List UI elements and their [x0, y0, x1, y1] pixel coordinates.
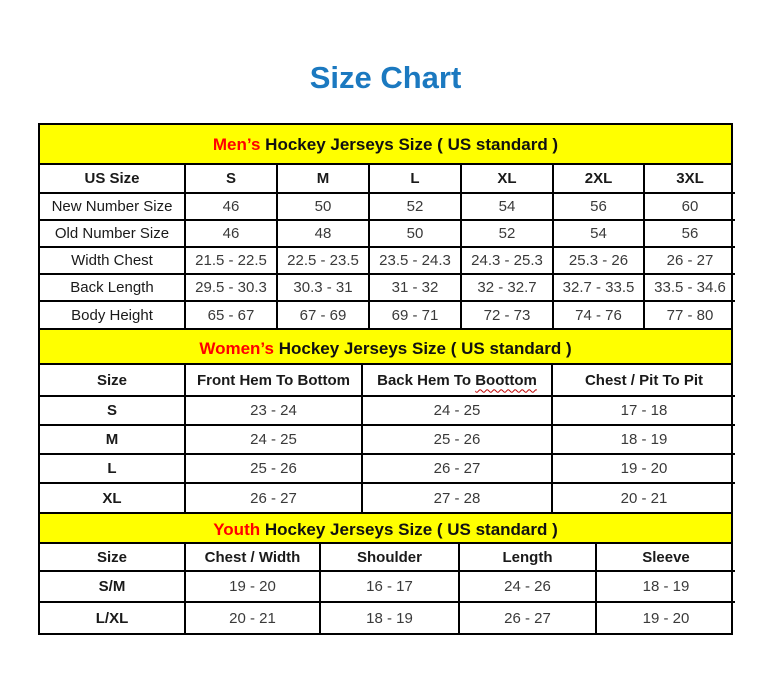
- size-cell: 25.3 - 26: [553, 247, 644, 274]
- mens-section-banner: [40, 125, 731, 165]
- column-header-length: Length: [459, 544, 596, 571]
- size-cell: 25 - 26: [362, 425, 552, 454]
- table-row-youth-lxl: [40, 602, 735, 633]
- column-header-l: L: [369, 165, 461, 193]
- size-cell: 24 - 25: [362, 396, 552, 425]
- size-cell: 52: [461, 220, 553, 247]
- table-row-womens-l: [40, 454, 735, 483]
- size-cell: 65 - 67: [185, 301, 277, 328]
- row-label: Old Number Size: [40, 220, 185, 247]
- misspelled-word: Boottom: [475, 371, 537, 389]
- table-row-womens-m: [40, 425, 735, 454]
- size-cell: 24.3 - 25.3: [461, 247, 553, 274]
- womens-banner-text: Hockey Jerseys Size ( US standard ): [278, 339, 572, 358]
- size-cell: 29.5 - 30.3: [185, 274, 277, 301]
- youth-header-row: [40, 544, 735, 571]
- womens-section-banner: [40, 328, 731, 365]
- table-row-back-length: [40, 274, 735, 301]
- youth-banner-highlight: Youth: [213, 520, 261, 539]
- size-cell: 67 - 69: [277, 301, 369, 328]
- size-cell: 18 - 19: [552, 425, 735, 454]
- column-header-back-hem: [362, 365, 552, 396]
- row-label: S/M: [40, 571, 185, 602]
- size-cell: 74 - 76: [553, 301, 644, 328]
- column-header-size: Size: [40, 365, 185, 396]
- row-label: Width Chest: [40, 247, 185, 274]
- size-cell: 27 - 28: [362, 483, 552, 512]
- size-cell: 19 - 20: [552, 454, 735, 483]
- table-row-body-height: [40, 301, 735, 328]
- size-cell: 52: [369, 193, 461, 220]
- size-cell: 60: [644, 193, 735, 220]
- table-row-new-number-size: [40, 193, 735, 220]
- size-cell: 54: [553, 220, 644, 247]
- size-cell: 69 - 71: [369, 301, 461, 328]
- size-cell: 50: [369, 220, 461, 247]
- size-cell: 54: [461, 193, 553, 220]
- size-cell: 23.5 - 24.3: [369, 247, 461, 274]
- size-cell: 32 - 32.7: [461, 274, 553, 301]
- size-cell: 32.7 - 33.5: [553, 274, 644, 301]
- column-header-s: S: [185, 165, 277, 193]
- row-label: L/XL: [40, 602, 185, 633]
- column-header-2xl: 2XL: [553, 165, 644, 193]
- size-cell: 46: [185, 220, 277, 247]
- size-cell: 18 - 19: [320, 602, 459, 633]
- size-cell: 19 - 20: [185, 571, 320, 602]
- womens-header-row: [40, 365, 735, 396]
- size-cell: 24 - 25: [185, 425, 362, 454]
- size-chart-container: [38, 123, 733, 635]
- row-label: Body Height: [40, 301, 185, 328]
- size-cell: 26 - 27: [362, 454, 552, 483]
- row-label: S: [40, 396, 185, 425]
- column-header-sleeve: Sleeve: [596, 544, 735, 571]
- row-label: New Number Size: [40, 193, 185, 220]
- table-row-old-number-size: [40, 220, 735, 247]
- size-cell: 50: [277, 193, 369, 220]
- size-cell: 20 - 21: [620, 489, 668, 507]
- row-label: XL: [40, 483, 185, 512]
- mens-header-row: [40, 165, 735, 193]
- size-cell: 23 - 24: [185, 396, 362, 425]
- column-header-front-hem: Front Hem To Bottom: [185, 365, 362, 396]
- womens-banner-highlight: Women’s: [199, 339, 274, 358]
- size-cell: 26 - 27: [185, 483, 362, 512]
- row-label: Back Length: [40, 274, 185, 301]
- size-cell: 77 - 80: [666, 306, 714, 324]
- size-cell: 26 - 27: [459, 602, 596, 633]
- column-header-us-size: US Size: [40, 165, 185, 193]
- womens-size-table: [40, 365, 735, 512]
- table-row-womens-s: [40, 396, 735, 425]
- size-cell: 16 - 17: [320, 571, 459, 602]
- mens-banner-highlight: Men’s: [212, 135, 261, 154]
- size-cell: 46: [185, 193, 277, 220]
- row-label: M: [40, 425, 185, 454]
- column-header-xl: XL: [461, 165, 553, 193]
- mens-size-table: [40, 165, 735, 328]
- table-row-womens-xl: [40, 483, 735, 512]
- size-cell: 19 - 20: [642, 609, 690, 627]
- youth-banner-text: Hockey Jerseys Size ( US standard ): [264, 520, 558, 539]
- size-cell: 22.5 - 23.5: [277, 247, 369, 274]
- size-cell: 25 - 26: [185, 454, 362, 483]
- page-title: Size Chart: [309, 60, 462, 95]
- size-cell: 18 - 19: [596, 571, 735, 602]
- size-cell: 20 - 21: [185, 602, 320, 633]
- column-header-chest-width: Chest / Width: [185, 544, 320, 571]
- column-header-back-hem-prefix: Back Hem To: [377, 371, 472, 389]
- size-cell: 31 - 32: [369, 274, 461, 301]
- size-cell: 33.5 - 34.6: [644, 274, 735, 301]
- size-cell: 56: [644, 220, 735, 247]
- column-header-m: M: [277, 165, 369, 193]
- row-label: L: [40, 454, 185, 483]
- column-header-3xl: 3XL: [644, 165, 735, 193]
- table-row-width-chest: [40, 247, 735, 274]
- table-row-youth-sm: [40, 571, 735, 602]
- size-cell: 30.3 - 31: [277, 274, 369, 301]
- size-cell: 24 - 26: [459, 571, 596, 602]
- size-cell: 56: [553, 193, 644, 220]
- column-header-chest-pit: Chest / Pit To Pit: [552, 365, 735, 396]
- size-cell: 26 - 27: [644, 247, 735, 274]
- column-header-size: Size: [40, 544, 185, 571]
- youth-size-table: [40, 544, 735, 633]
- size-cell: 48: [277, 220, 369, 247]
- column-header-shoulder: Shoulder: [320, 544, 459, 571]
- size-cell: 72 - 73: [461, 301, 553, 328]
- mens-banner-text: Hockey Jerseys Size ( US standard ): [265, 135, 559, 154]
- size-cell: 21.5 - 22.5: [185, 247, 277, 274]
- size-cell: 17 - 18: [552, 396, 735, 425]
- youth-section-banner: [40, 512, 731, 544]
